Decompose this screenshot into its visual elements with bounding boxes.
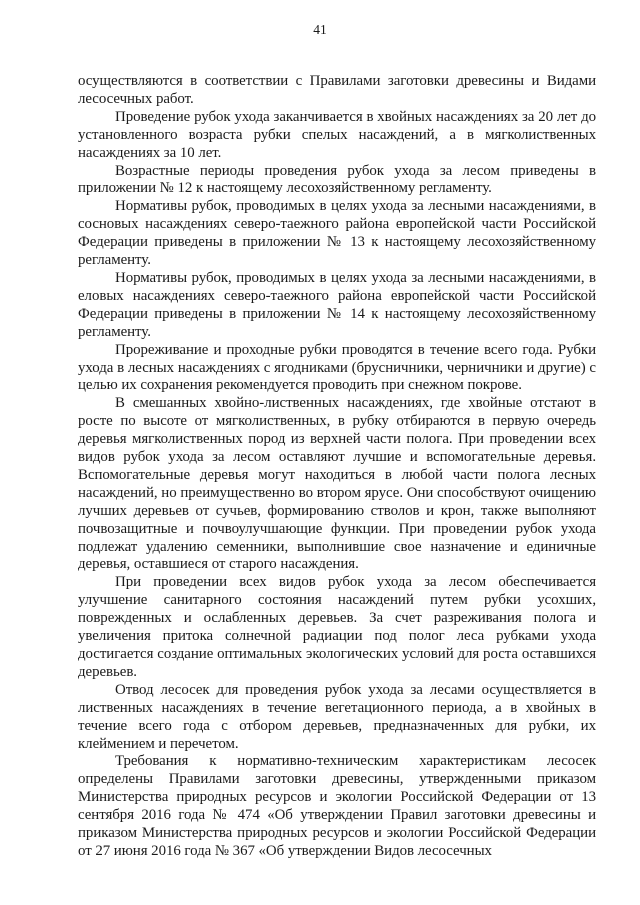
paragraph-continuation: осуществляются в соответствии с Правилами заготовки древесины и Видами лесосечных работ.: [78, 73, 596, 107]
page-number: 41: [313, 22, 327, 37]
paragraph: Требования к нормативно-техническим характеристикам лесосек определены Правилами заготовки древесины, утвержденными приказом Министерства природных ресурсов и экологии Российской Федерации от 13 сентября 2016 года № 474 «Об утверждении Правил заготовки древесины и приказом Министерства природных ресурсов и экологии Российской Федерации от 27 июня 2016 года № 367 «Об утверждении Видов лесосечных: [78, 753, 596, 859]
paragraph: Проведение рубок ухода заканчивается в хвойных насаждениях за 20 лет до установленного возраста рубки спелых насаждений, а в мягколиственных насаждениях за 10 лет.: [78, 108, 596, 161]
paragraph: Нормативы рубок, проводимых в целях ухода за лесными насаждениями, в сосновых насаждениях северо-таежного района европейской части Российской Федерации приведены в приложении № 13 к настоящему лесохозяйственному регламенту.: [78, 198, 596, 269]
body-text: [78, 73, 596, 861]
paragraph: При проведении всех видов рубок ухода за лесом обеспечивается улучшение санитарного состояния насаждений путем рубки усохших, поврежденных и ослабленных деревьев. За счет разреживания полога и увеличения притока солнечной радиации под полог леса рубками ухода достигается создание оптимальных экологических условий для роста оставшихся деревьев.: [78, 574, 596, 680]
paragraph: Прореживание и проходные рубки проводятся в течение всего года. Рубки ухода в лесных насаждениях с ягодниками (брусничники, черничники и другие) с целью их сохранения рекомендуется проводить при снежном покрове.: [78, 341, 596, 394]
paragraph: Отвод лесосек для проведения рубок ухода за лесами осуществляется в лиственных насаждениях в течение вегетационного периода, а в хвойных в течение всего года с отбором деревьев, предназначенных для рубки, их клеймением и перечетом.: [78, 681, 596, 752]
paragraph: В смешанных хвойно-лиственных насаждениях, где хвойные отстают в росте по высоте от мягколиственных, в рубку отбираются в первую очередь деревья мягколиственных пород из верхней части полога. При проведении всех видов рубок ухода за лесом оставляют лучшие и вспомогательные деревья. Вспомогательные деревья могут находиться в любой части полога лесных насаждений, но преимущественно во втором ярусе. Они способствуют очищению лучших деревьев от сучьев, формированию стволов и крон, также выполняют почвозащитные и почвоулучшающие функции. При проведении рубок ухода подлежат удалению семенники, выполнившие свое назначение и единичные деревья, оставшиеся от старого насаждения.: [78, 395, 596, 573]
paragraph: Возрастные периоды проведения рубок ухода за лесом приведены в приложении № 12 к настоящему лесохозяйственному регламенту.: [78, 162, 596, 197]
paragraph: Нормативы рубок, проводимых в целях ухода за лесными насаждениями, в еловых насаждениях северо-таежного района европейской части Российской Федерации приведены в приложении № 14 к настоящему лесохозяйственному регламенту.: [78, 269, 596, 340]
